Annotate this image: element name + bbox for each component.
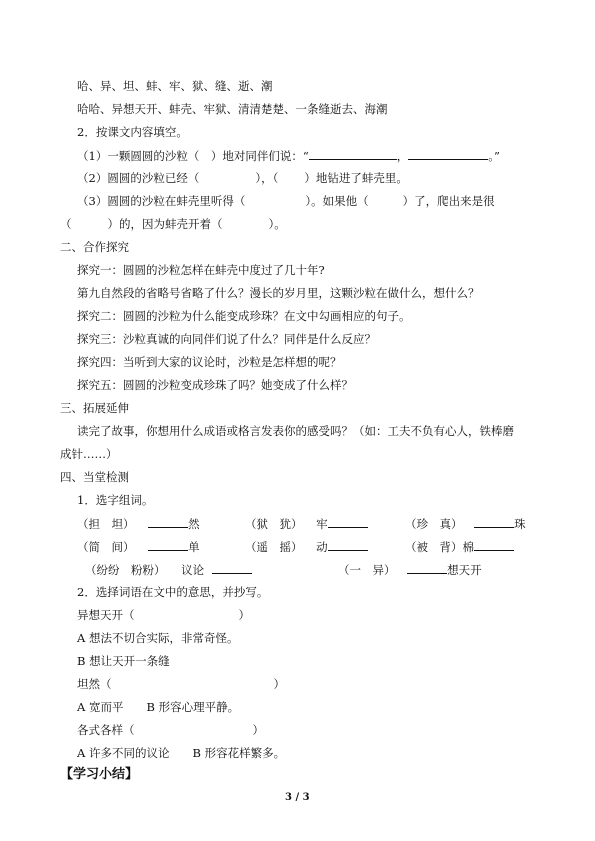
option-b-text: B 想让天开一条缝 <box>77 654 170 668</box>
choose-pair-zhen: （珍 真） 珠 <box>405 517 526 531</box>
answer-blank[interactable] <box>328 538 368 551</box>
choose-pair-yao: （遥 摇） 动 <box>245 538 368 555</box>
fill-blank-2: （2）圆圆的沙粒已经（ ），（ ）地钻进了蚌壳里。 <box>77 171 408 185</box>
inquiry-4: 探究四：当听到大家的议论时，沙粒是怎样想的呢？ <box>77 355 342 369</box>
test-question-2-heading: 2．选择词语在文中的意思，并抄写。 <box>77 585 269 599</box>
test-question-1-heading: 1．选字组词。 <box>77 493 154 507</box>
inquiry-5: 探究五：圆圆的沙粒变成珍珠了吗？她变成了什么样？ <box>77 378 353 392</box>
word-meaning-tanran: 坦然（ ） <box>77 677 285 691</box>
choose-pair-dan-tan: （担 坦） 然 <box>77 517 200 531</box>
extension-prompt-continued: 成针……） <box>60 447 118 461</box>
fill-blank-3: （3）圆圆的沙粒在蚌壳里听得（ ）。如果他（ ）了，爬出来是很 <box>77 194 495 208</box>
fill-blank-3-continued: （ ）的，因为蚌壳开着（ ）。 <box>60 217 286 231</box>
word-meaning-yixiangtiankai: 异想天开（ ） <box>77 608 250 622</box>
character-list: 哈、异、坦、蚌、牢、狱、缝、逝、潮 <box>77 79 273 93</box>
extension-prompt: 读完了故事，你想用什么成语或格言发表你的感受吗？（如：工夫不负有心人，铁棒磨 <box>77 424 514 438</box>
word-meaning-geshigeyang: 各式各样（ ） <box>77 723 264 737</box>
summary-title: 【学习小结】 <box>60 767 139 782</box>
choose-pair-bei: （被 背）棉 <box>405 538 514 555</box>
answer-blank[interactable] <box>309 147 397 160</box>
answer-blank[interactable] <box>408 147 488 160</box>
answer-blank[interactable] <box>474 538 514 551</box>
answer-blank[interactable] <box>148 538 188 551</box>
section-heading-test: 四、当堂检测 <box>60 470 129 484</box>
choose-pair-yi: （一 异） 想天开 <box>338 563 482 577</box>
section-heading-extension: 三、拓展延伸 <box>60 401 129 415</box>
fill-blank-1: （1）一颗圆圆的沙粒（ ）地对同伴们说：“ ， 。” <box>77 149 500 163</box>
inquiry-3: 探究三：沙粒真诚的向同伴们说了什么？同伴是什么反应？ <box>77 332 376 346</box>
inquiry-1-detail: 第九自然段的省略号省略了什么？漫长的岁月里，这颗沙粒在做什么，想什么？ <box>77 286 480 300</box>
choose-pair-yu-you: （狱 犹） 牢 <box>245 515 368 532</box>
word-list: 哈哈、异想天开、蚌壳、牢狱、清清楚楚、一条缝逝去、海潮 <box>77 102 388 116</box>
answer-blank[interactable] <box>328 515 368 528</box>
inquiry-2: 探究二：圆圆的沙粒为什么能变成珍珠？在文中勾画相应的句子。 <box>77 309 411 323</box>
answer-blank[interactable] <box>212 561 252 574</box>
options-tanran: A 宽而平 B 形容心理平静。 <box>77 700 240 714</box>
answer-blank[interactable] <box>407 561 447 574</box>
choose-pair-fen: （纷纷 粉粉） 议论 <box>85 561 252 578</box>
choose-pair-jian: （简 间） 单 <box>77 540 200 554</box>
answer-blank[interactable] <box>474 515 514 528</box>
page-number: 3 / 3 <box>285 792 310 803</box>
options-geshigeyang: A 许多不同的议论 B 形容花样繁多。 <box>77 746 286 760</box>
answer-blank[interactable] <box>148 515 188 528</box>
inquiry-1: 探究一：圆圆的沙粒怎样在蚌壳中度过了几十年? <box>77 263 325 277</box>
section-heading-cooperative: 二、合作探究 <box>60 240 129 254</box>
option-a-text: A 想法不切合实际，非常奇怪。 <box>77 631 239 645</box>
question-2-heading: 2．按课文内容填空。 <box>77 125 188 139</box>
